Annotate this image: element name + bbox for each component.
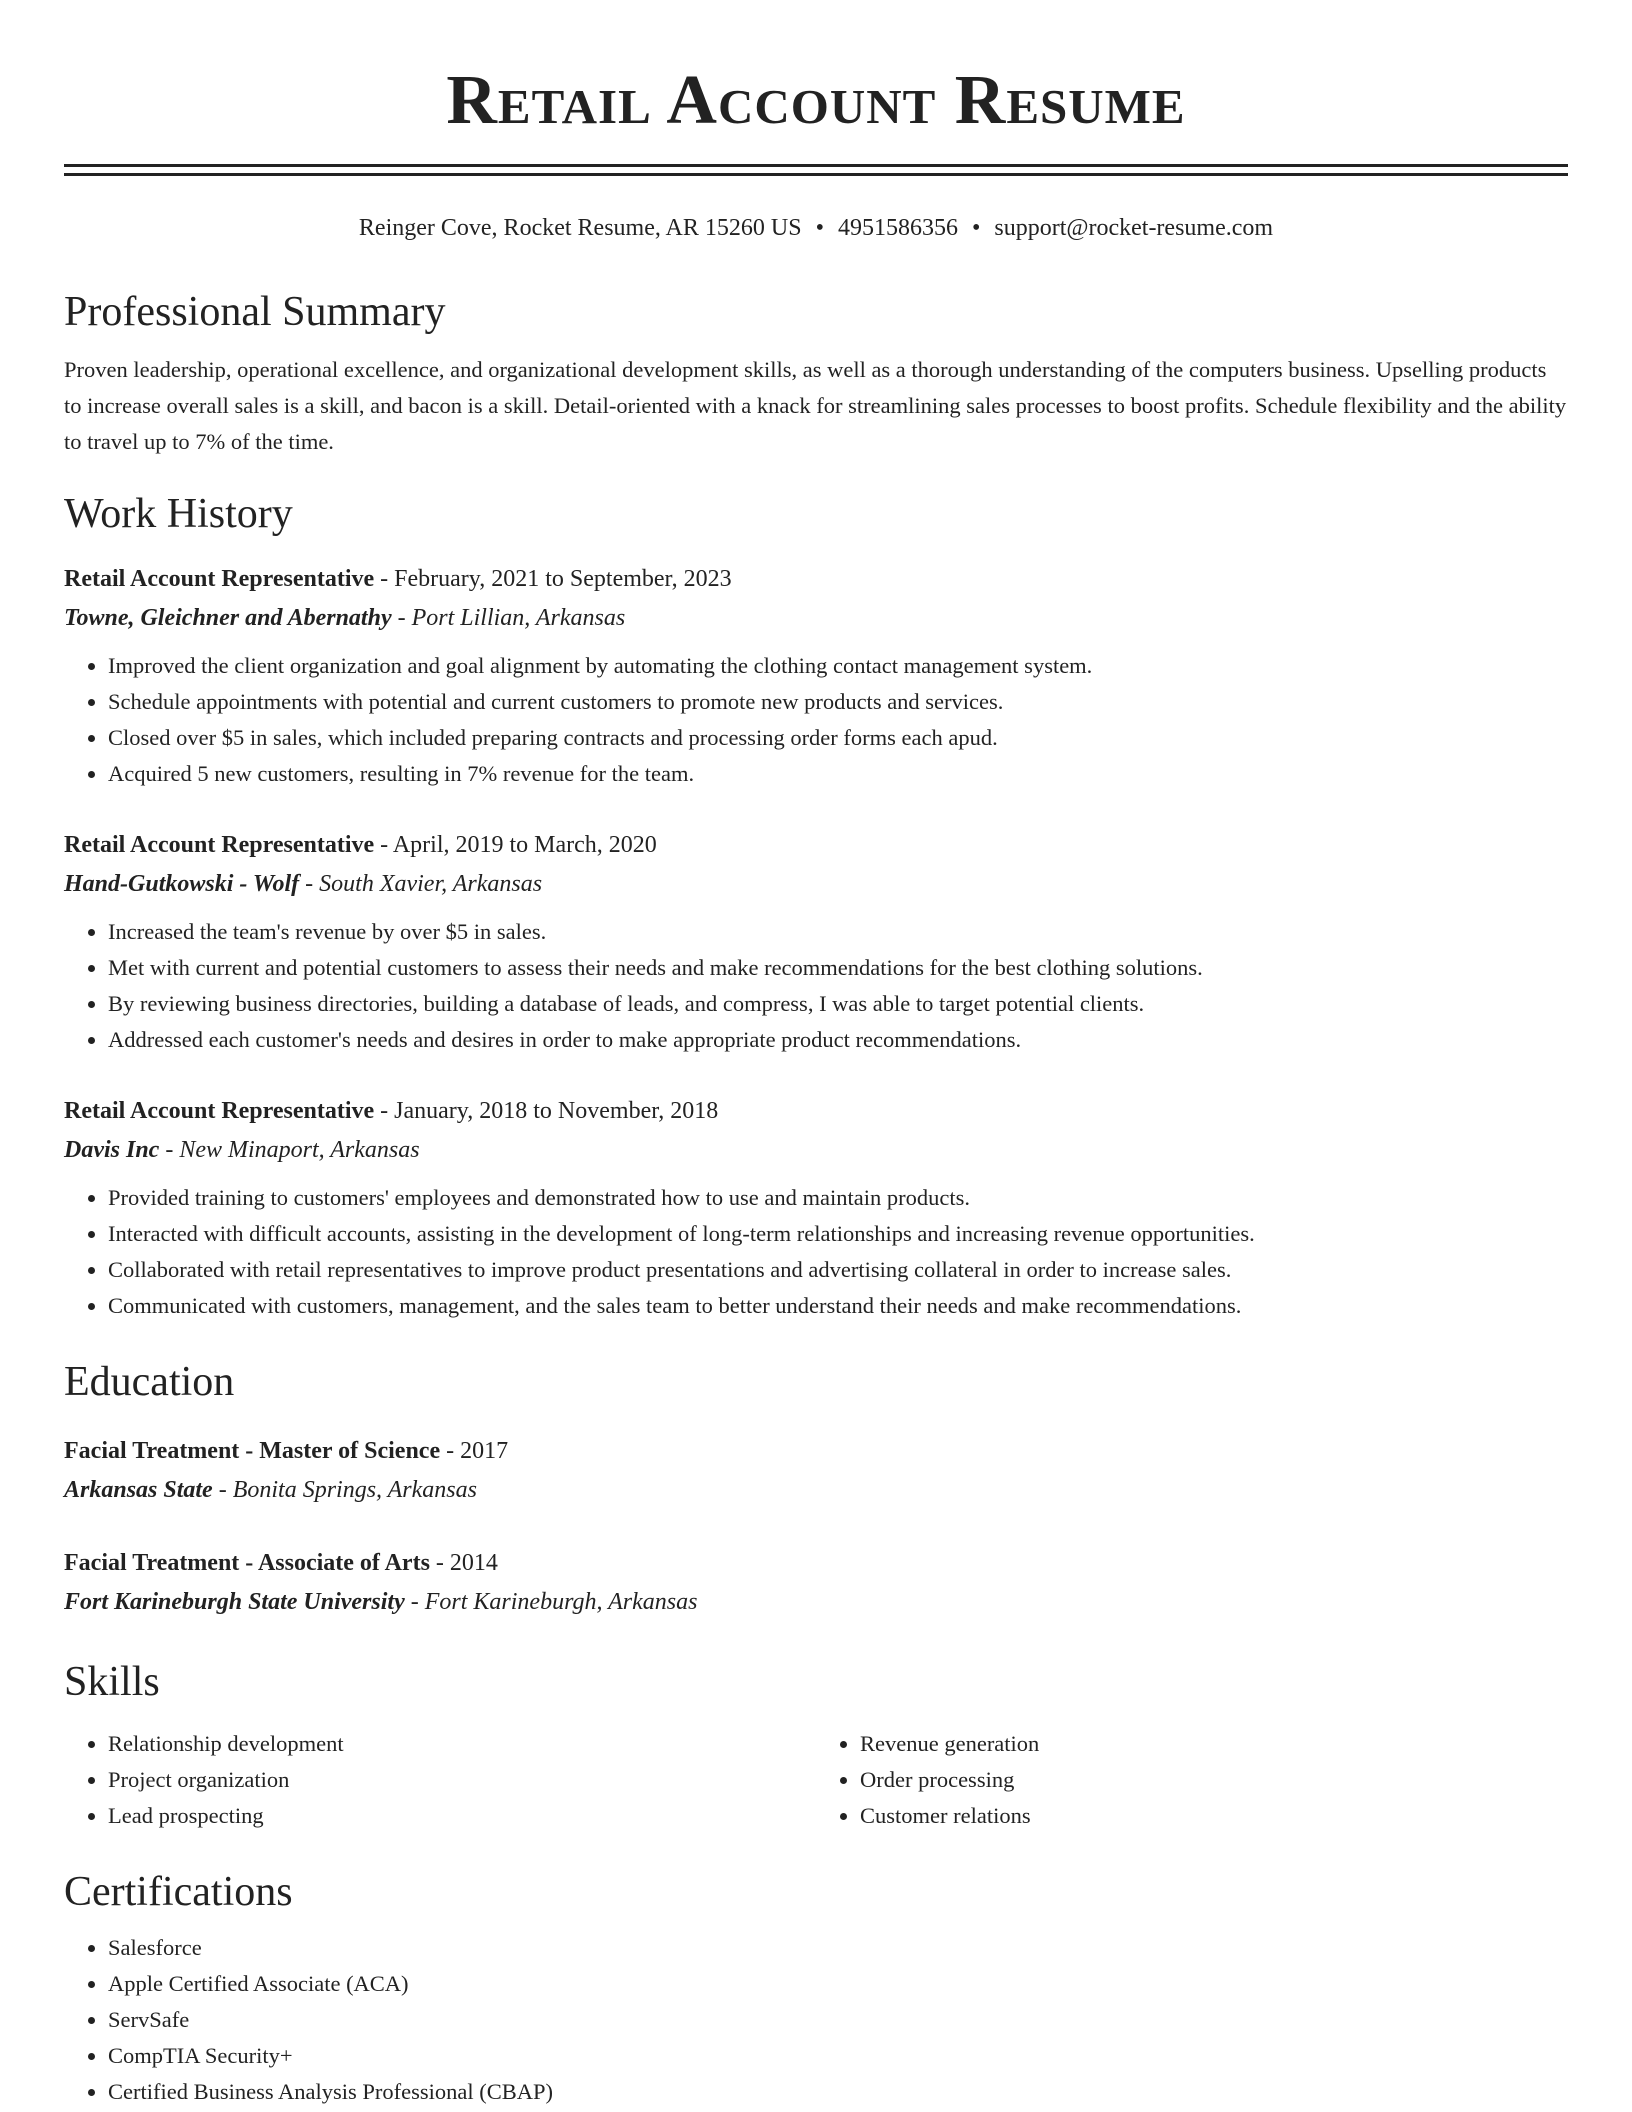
job-bullets: [64, 914, 1568, 1058]
job-bullet: • Addressed each customer's needs and desires in order to make appropriate product recommendations.: [108, 1022, 1568, 1058]
contact-address: Reinger Cove, Rocket Resume, AR 15260 US: [358, 215, 802, 241]
education-year: - 2014: [429, 1550, 498, 1576]
job-bullets: [64, 648, 1568, 792]
job-bullet: • By reviewing business directories, building a database of leads, and compress, I was able to target potential clients.: [108, 986, 1568, 1022]
summary-heading: Professional Summary: [64, 289, 446, 335]
contact-phone: 4951586356: [837, 215, 958, 241]
certification-item: • Certified Business Analysis Professional (CBAP): [108, 2074, 1568, 2110]
education-entry: [64, 1432, 1568, 1510]
resume-page: [64, 0, 1568, 2110]
job-bullet: • Increased the team's revenue by over $5 in sales.: [108, 914, 1568, 950]
education-degree: Facial Treatment - Associate of Arts: [64, 1550, 430, 1576]
job-title-line: [64, 560, 1568, 598]
education-school-line: [64, 1470, 1568, 1510]
job-entry: [64, 826, 1568, 1058]
job-bullet: • Communicated with customers, management, and the sales team to better understand their needs and make recommendations.: [108, 1288, 1568, 1324]
skill-item: • Customer relations: [860, 1798, 1568, 1834]
job-bullet: • Provided training to customers' employees and demonstrated how to use and maintain products.: [108, 1180, 1568, 1216]
skills-list-right: [816, 1726, 1568, 1834]
job-dates: - April, 2019 to March, 2020: [374, 832, 657, 858]
job-bullet: • Collaborated with retail representatives to improve product presentations and advertising collateral in order to increase sales.: [108, 1252, 1568, 1288]
skills-list-left: [64, 1726, 816, 1834]
job-title-line: [64, 1092, 1568, 1130]
job-location: - South Xavier, Arkansas: [299, 871, 543, 897]
resume-title: Retail Account Resume: [446, 62, 1186, 139]
certifications-heading: Certifications: [64, 1869, 293, 1915]
job-role: Retail Account Representative: [64, 566, 375, 592]
skill-item: • Order processing: [860, 1762, 1568, 1798]
job-bullet: • Closed over $5 in sales, which included preparing contracts and processing order forms each apud.: [108, 720, 1568, 756]
summary-text: Proven leadership, operational excellence, and organizational development skills, as well as a thorough understanding of the computers business. Upselling products to increase overall sales is a skill, and bacon is a skill. Detail-oriented with a knack for streamlining sales processes to boost profits. Schedule flexibility and the ability to travel up to 7% of the time.: [64, 357, 1567, 454]
certification-item: • Salesforce: [108, 1930, 1568, 1966]
job-company-line: [64, 864, 1568, 904]
job-dates: - January, 2018 to November, 2018: [374, 1098, 719, 1124]
education-location: - Fort Karineburgh, Arkansas: [404, 1589, 698, 1615]
skills-columns: [64, 1726, 1568, 1834]
job-company: Hand-Gutkowski - Wolf: [64, 871, 300, 897]
job-role: Retail Account Representative: [64, 832, 375, 858]
job-bullet: • Interacted with difficult accounts, assisting in the development of long-term relationships and increasing revenue opportunities.: [108, 1216, 1568, 1252]
skill-item: • Lead prospecting: [108, 1798, 816, 1834]
work-history-heading: Work History: [64, 491, 293, 537]
job-company-line: [64, 1130, 1568, 1170]
job-role: Retail Account Representative: [64, 1098, 375, 1124]
title-divider-top: [64, 164, 1568, 167]
job-title-line: [64, 826, 1568, 864]
job-bullet: • Acquired 5 new customers, resulting in 7% revenue for the team.: [108, 756, 1568, 792]
job-location: - Port Lillian, Arkansas: [391, 605, 626, 631]
skill-item: • Revenue generation: [860, 1726, 1568, 1762]
skill-item: • Relationship development: [108, 1726, 816, 1762]
job-dates: - February, 2021 to September, 2023: [374, 566, 732, 592]
certifications-list: [64, 1930, 1568, 2110]
job-company: Davis Inc: [64, 1137, 160, 1163]
job-entry: [64, 1092, 1568, 1324]
contact-separator: •: [815, 215, 824, 241]
job-bullet: • Met with current and potential customers to assess their needs and make recommendations for the best clothing solutions.: [108, 950, 1568, 986]
certification-item: • ServSafe: [108, 2002, 1568, 2038]
job-bullets: [64, 1180, 1568, 1324]
education-degree: Facial Treatment - Master of Science: [64, 1438, 441, 1464]
job-entry: [64, 560, 1568, 792]
education-degree-line: [64, 1432, 1568, 1470]
education-school: Arkansas State: [64, 1477, 213, 1503]
education-degree-line: [64, 1544, 1568, 1582]
job-company-line: [64, 598, 1568, 638]
certification-item: • CompTIA Security+: [108, 2038, 1568, 2074]
contact-email: support@rocket-resume.com: [994, 215, 1274, 241]
contact-separator: •: [971, 215, 981, 241]
job-company: Towne, Gleichner and Abernathy: [64, 605, 392, 631]
contact-line: [64, 212, 1568, 244]
job-location: - New Minaport, Arkansas: [159, 1137, 420, 1163]
education-school-line: [64, 1582, 1568, 1622]
certification-item: • Apple Certified Associate (ACA): [108, 1966, 1568, 2002]
job-bullet: • Schedule appointments with potential and current customers to promote new products and services.: [108, 684, 1568, 720]
education-entry: [64, 1544, 1568, 1622]
education-school: Fort Karineburgh State University: [64, 1589, 405, 1615]
education-location: - Bonita Springs, Arkansas: [212, 1477, 477, 1503]
education-year: - 2017: [440, 1438, 509, 1464]
title-divider-bottom: [64, 173, 1568, 176]
education-heading: Education: [64, 1359, 235, 1405]
job-bullet: • Improved the client organization and goal alignment by automating the clothing contact management system.: [108, 648, 1568, 684]
skills-heading: Skills: [64, 1659, 160, 1705]
skill-item: • Project organization: [108, 1762, 816, 1798]
